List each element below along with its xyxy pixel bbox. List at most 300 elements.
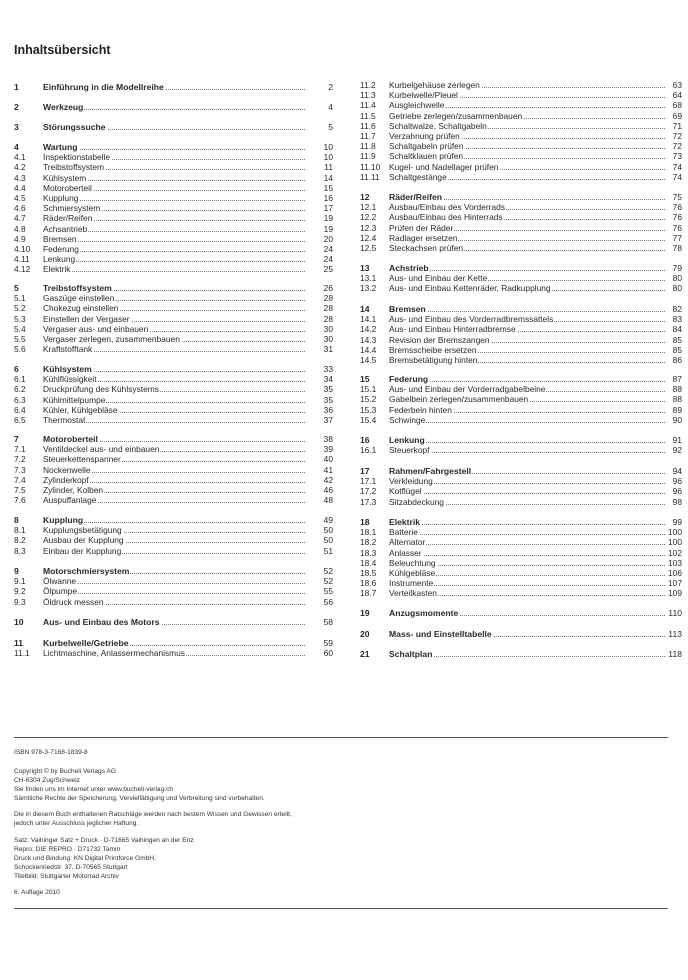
toc-page: 28 (323, 293, 333, 304)
toc-title: Einstellen der Vergaser (43, 313, 130, 324)
toc-title: Inspektionstabelle (43, 152, 111, 163)
toc-page: 20 (323, 233, 333, 244)
toc-number: 9.3 (14, 596, 26, 607)
imprint-line: jedoch unter Ausschluss jeglicher Haftung. (14, 820, 139, 827)
toc-title: Federung (43, 243, 79, 254)
imprint-line: CH-6304 Zug/Schweiz (14, 777, 80, 784)
toc-number: 4 (14, 142, 19, 152)
toc-page: 30 (323, 333, 333, 344)
toc-number: 7 (14, 434, 19, 444)
toc-number: 5 (14, 283, 19, 293)
toc-title: Kurbelwelle/Pleuel (389, 90, 458, 101)
toc-number: 3 (14, 122, 19, 132)
toc-number: 1 (14, 82, 19, 92)
toc-number: 19 (360, 608, 370, 618)
toc-number: 7.6 (14, 495, 26, 506)
toc-title: Druckprüfung des Kühlsystems (43, 384, 159, 395)
toc-number: 11.3 (360, 90, 376, 101)
toc-number: 12.4 (360, 232, 377, 243)
toc-page: 35 (323, 394, 333, 405)
toc-page: 100 (668, 537, 682, 548)
toc-number: 14.2 (360, 324, 377, 335)
toc-number: 18.6 (360, 578, 377, 589)
toc-number: 2 (14, 102, 19, 112)
toc-title: Gabelbein zerlegen/zusammenbauen (389, 394, 529, 405)
imprint-line: Titelbild: Stuttgarter Motorrad Archiv (14, 873, 119, 880)
toc-title: Kupplungsbetätigung (43, 525, 122, 536)
toc-page: 94 (672, 466, 682, 476)
leader-dots (43, 593, 305, 594)
toc-page: 77 (672, 232, 682, 243)
toc-page: 74 (672, 171, 682, 182)
toc-title: Kraftstofftank (43, 344, 93, 355)
toc-page: 14 (323, 172, 333, 183)
toc-page: 88 (672, 394, 682, 405)
toc-title: Aus- und Einbau Kettenräder, Radkupplung (389, 283, 551, 294)
toc-page: 85 (672, 344, 682, 355)
toc-title: Steuerkopf (389, 445, 430, 456)
divider (14, 908, 668, 909)
toc-title: Getriebe zerlegen/zusammenbauen (389, 110, 523, 121)
toc-title: Treibstoffsystem (43, 283, 112, 293)
toc-number: 11.7 (360, 130, 376, 141)
toc-number: 6.2 (14, 384, 26, 395)
toc-title: Lenkung (43, 254, 76, 265)
toc-page: 35 (323, 384, 333, 395)
toc-page: 17 (323, 203, 333, 214)
toc-page: 75 (672, 192, 682, 202)
toc-number: 12.5 (360, 242, 377, 253)
toc-number: 18.2 (360, 537, 377, 548)
toc-title: Kühlsystem (43, 364, 92, 374)
toc-page: 50 (323, 525, 333, 536)
toc-title: Thermostat (43, 414, 86, 425)
toc-number: 4.3 (14, 172, 26, 183)
toc-number: 7.1 (14, 444, 26, 455)
toc-page: 72 (672, 141, 682, 152)
toc-number: 15 (360, 374, 370, 384)
toc-number: 4.12 (14, 264, 31, 275)
toc-number: 4.9 (14, 233, 26, 244)
toc-number: 5.5 (14, 333, 26, 344)
imprint-line: Satz: Vaihinger Satz + Druck · D-71665 Vaihingen an der Enz (14, 837, 194, 844)
toc-number: 8.2 (14, 535, 26, 546)
toc-page: 103 (668, 557, 682, 568)
toc-title: Kurbelwelle/Getriebe (43, 638, 129, 648)
toc-number: 5.1 (14, 293, 26, 304)
toc-number: 11.8 (360, 141, 376, 152)
toc-page: 106 (668, 567, 682, 578)
toc-title: Verzahnung prüfen (389, 130, 460, 141)
toc-title: Steuerkettenspanner (43, 454, 121, 465)
toc-page: 86 (672, 354, 682, 365)
toc-number: 5.2 (14, 303, 26, 314)
toc-page: 46 (323, 484, 333, 495)
toc-title: Chokezug einstellen (43, 303, 119, 314)
toc-page: 63 (672, 80, 682, 90)
toc-title: Vergaser aus- und einbauen (43, 323, 149, 334)
toc-page: 90 (672, 414, 682, 425)
toc-number: 11.11 (360, 171, 380, 182)
toc-number: 15.4 (360, 414, 377, 425)
toc-number: 4.8 (14, 223, 26, 234)
leader-dots (389, 524, 665, 525)
toc-page: 83 (672, 314, 682, 325)
toc-page: 71 (672, 120, 682, 131)
toc-page: 60 (323, 648, 333, 659)
toc-title: Motoroberteil (43, 434, 98, 444)
toc-number: 16 (360, 435, 370, 445)
toc-page: 25 (323, 264, 333, 275)
toc-title: Zylinderkopf (43, 474, 89, 485)
toc-number: 16.1 (360, 445, 377, 456)
toc-title: Kühler, Kühlgebläse (43, 404, 118, 415)
toc-title: Ausgleichwelle (389, 100, 445, 111)
toc-title: Schaltklauen prüfen (389, 151, 464, 162)
toc-page: 76 (672, 202, 682, 213)
toc-title: Einführung in die Modellreihe (43, 82, 164, 92)
toc-number: 18.1 (360, 527, 377, 538)
toc-number: 4.6 (14, 203, 26, 214)
toc-number: 18.4 (360, 557, 377, 568)
leader-dots (43, 251, 305, 252)
toc-page: 59 (323, 638, 333, 648)
toc-title: Anlasser (389, 547, 422, 558)
toc-page: 40 (323, 454, 333, 465)
toc-page: 41 (323, 464, 333, 475)
imprint-line: Sie finden uns im Internet unter www.bucheli-verlag.ch (14, 786, 174, 793)
toc-number: 15.1 (360, 384, 377, 395)
imprint-line: Die in diesem Buch enthaltenen Ratschläge werden nach bestem Wissen und Gewissen erteilt, (14, 811, 292, 818)
toc-number: 4.5 (14, 192, 26, 203)
toc-page: 113 (668, 629, 682, 639)
leader-dots (389, 311, 665, 312)
toc-number: 17.1 (360, 476, 377, 487)
toc-page: 49 (323, 515, 333, 525)
leader-dots (389, 422, 665, 423)
toc-number: 11 (14, 638, 24, 648)
toc-title: Aus- und Einbau der Vorderradgabelbeine (389, 384, 546, 395)
toc-title: Elektrik (43, 264, 71, 275)
leader-dots (43, 583, 305, 584)
toc-number: 9.2 (14, 586, 26, 597)
toc-title: Prüfen der Räder (389, 222, 454, 233)
toc-title: Rahmen/Fahrgestell (389, 466, 472, 476)
leader-dots (43, 149, 305, 150)
toc-number: 18.7 (360, 588, 377, 599)
toc-number: 8.3 (14, 545, 26, 556)
toc-number: 10 (14, 617, 24, 627)
imprint-line: Sämtliche Rechte der Speicherung, Vervielfältigung und Verbreitung sind vorbehalten. (14, 795, 265, 802)
toc-page: 96 (672, 476, 682, 487)
toc-title: Zylinder, Kolben (43, 484, 104, 495)
toc-title: Mass- und Einstelltabelle (389, 629, 492, 639)
toc-number: 4.2 (14, 162, 26, 173)
toc-title: Kühlsystem (43, 172, 87, 183)
toc-page: 79 (672, 263, 682, 273)
toc-number: 5.4 (14, 323, 26, 334)
toc-page: 96 (672, 486, 682, 497)
toc-page: 2 (328, 82, 333, 92)
toc-page: 28 (323, 303, 333, 314)
toc-number: 18 (360, 517, 370, 527)
toc-page: 30 (323, 323, 333, 334)
toc-page: 33 (323, 364, 333, 374)
toc-number: 9 (14, 566, 19, 576)
leader-dots (389, 555, 665, 556)
toc-number: 18.3 (360, 547, 377, 558)
toc-page: 85 (672, 334, 682, 345)
toc-page: 31 (323, 344, 333, 355)
toc-number: 12 (360, 192, 370, 202)
toc-title: Aus- und Einbau des Motors (43, 617, 160, 627)
toc-title: Motoroberteil (43, 182, 92, 193)
toc-title: Revision der Bremszangen (389, 334, 490, 345)
toc-page: 24 (323, 243, 333, 254)
toc-page: 50 (323, 535, 333, 546)
toc-page: 36 (323, 404, 333, 415)
toc-title: Schaltwalze, Schaltgabeln (389, 120, 487, 131)
toc-page: 102 (668, 547, 682, 558)
toc-title: Anzugsmomente (389, 608, 459, 618)
toc-number: 6.4 (14, 404, 26, 415)
toc-title: Elektrik (389, 517, 421, 527)
toc-title: Kühlmittelpumpe (43, 394, 106, 405)
toc-page: 55 (323, 586, 333, 597)
toc-number: 7.5 (14, 484, 26, 495)
toc-page: 88 (672, 384, 682, 395)
imprint-line: ISBN 978-3-7168-1839-8 (14, 749, 88, 756)
toc-title: Verkleidung (389, 476, 433, 487)
imprint-line: Schockenriedstr. 37, D-70565 Stuttgart (14, 864, 128, 871)
toc-title: Auspuffanlage (43, 495, 97, 506)
toc-number: 4.11 (14, 254, 30, 265)
toc-page: 118 (668, 649, 682, 659)
toc-number: 7.2 (14, 454, 26, 465)
toc-page: 52 (323, 566, 333, 576)
toc-page: 5 (328, 122, 333, 132)
imprint-line: Repro: DIE REPRO · D71732 Tamm (14, 846, 121, 853)
toc-title: Bremsen (389, 304, 426, 314)
toc-page: 15 (323, 182, 333, 193)
toc-title: Werkzeug (43, 102, 84, 112)
toc-number: 8 (14, 515, 19, 525)
toc-page: 72 (672, 130, 682, 141)
toc-page: 76 (672, 212, 682, 223)
leader-dots (43, 241, 305, 242)
toc-number: 6 (14, 364, 19, 374)
toc-title: Ausbau/Einbau des Hinterrads (389, 212, 503, 223)
toc-page: 38 (323, 434, 333, 444)
toc-page: 98 (672, 496, 682, 507)
leader-dots (389, 544, 665, 545)
toc-number: 11.1 (14, 648, 30, 659)
toc-title: Aus- und Einbau der Kette (389, 273, 488, 284)
toc-number: 8.1 (14, 525, 26, 536)
toc-page: 28 (323, 313, 333, 324)
toc-number: 11.4 (360, 100, 376, 111)
toc-page: 56 (323, 596, 333, 607)
toc-number: 13.1 (360, 273, 377, 284)
toc-title: Kühlflüssigkeit (43, 374, 97, 385)
toc-title: Kotflügel (389, 486, 422, 497)
toc-title: Treibstoffsystem (43, 162, 104, 173)
toc-title: Federbein hinten (389, 404, 452, 415)
toc-page: 87 (672, 374, 682, 384)
toc-page: 76 (672, 222, 682, 233)
toc-page: 92 (672, 445, 682, 456)
toc-number: 15.2 (360, 394, 377, 405)
toc-title: Bremsen (43, 233, 77, 244)
toc-title: Achstrieb (389, 263, 429, 273)
toc-number: 6.1 (14, 374, 26, 385)
toc-page: 51 (323, 545, 333, 556)
toc-title: Beleuchtung (389, 557, 436, 568)
toc-number: 4.4 (14, 182, 26, 193)
toc-title: Schaltgestänge (389, 171, 447, 182)
toc-number: 12.2 (360, 212, 377, 223)
toc-title: Nockenwelle (43, 464, 91, 475)
toc-number: 5.3 (14, 313, 26, 324)
toc-title: Bremsscheibe ersetzen (389, 344, 477, 355)
toc-number: 9.1 (14, 576, 26, 587)
toc-page: 52 (323, 576, 333, 587)
toc-title: Einbau der Kupplung (43, 545, 122, 556)
toc-page: 58 (323, 617, 333, 627)
toc-number: 7.4 (14, 474, 26, 485)
toc-number: 17.3 (360, 496, 377, 507)
toc-title: Kühlgebläse (389, 567, 436, 578)
toc-number: 13 (360, 263, 370, 273)
toc-page: 99 (672, 517, 682, 527)
toc-number: 14.3 (360, 334, 377, 345)
toc-title: Aus- und Einbau des Vorderradbremssattels (389, 314, 554, 325)
imprint-line: 6. Auflage 2010 (14, 889, 60, 896)
toc-number: 7.3 (14, 464, 26, 475)
toc-title: Wartung (43, 142, 78, 152)
toc-page: 34 (323, 374, 333, 385)
toc-number: 11.2 (360, 80, 376, 90)
toc-title: Lichtmaschine, Anlassermechanismus (43, 648, 185, 659)
leader-dots (43, 271, 305, 272)
toc-page: 82 (672, 304, 682, 314)
toc-page: 78 (672, 242, 682, 253)
toc-page: 42 (323, 474, 333, 485)
toc-page: 24 (323, 254, 333, 265)
page-title: Inhaltsübersicht (14, 43, 111, 57)
toc-page: 37 (323, 414, 333, 425)
toc-page: 69 (672, 110, 682, 121)
toc-page: 26 (323, 283, 333, 293)
toc-number: 14.1 (360, 314, 377, 325)
leader-dots (43, 261, 305, 262)
toc-page: 107 (668, 578, 682, 589)
toc-page: 4 (328, 102, 333, 112)
toc-page: 84 (672, 324, 682, 335)
toc-title: Öldruck messen (43, 596, 104, 607)
toc-page: 68 (672, 100, 682, 111)
leader-dots (43, 200, 305, 201)
toc-number: 5.6 (14, 344, 26, 355)
toc-number: 14.5 (360, 354, 377, 365)
toc-number: 17.2 (360, 486, 377, 497)
toc-title: Vergaser zerlegen, zusammenbauen (43, 333, 180, 344)
toc-title: Ölpumpe (43, 586, 77, 597)
toc-title: Batterie (389, 527, 418, 538)
toc-title: Instrumente (389, 578, 434, 589)
toc-number: 17 (360, 466, 370, 476)
toc-page: 19 (323, 223, 333, 234)
toc-title: Gaszüge einstellen (43, 293, 115, 304)
toc-page: 109 (668, 588, 682, 599)
toc-page: 64 (672, 90, 682, 101)
toc-title: Schaltgabeln prüfen (389, 141, 464, 152)
toc-page: 19 (323, 213, 333, 224)
imprint-line: Druck und Bindung: KN Digital Printforce GmbH, (14, 855, 156, 862)
leader-dots (389, 534, 665, 535)
toc-title: Sitzabdeckung (389, 496, 444, 507)
toc-title: Bremsbetätigung hinten (389, 354, 478, 365)
toc-number: 4.7 (14, 213, 26, 224)
leader-dots (389, 442, 665, 443)
toc-number: 4.1 (14, 152, 26, 163)
toc-number: 11.6 (360, 120, 376, 131)
toc-page: 73 (672, 151, 682, 162)
leader-dots (389, 381, 665, 382)
imprint-line: Copyright © by Bucheli Verlags AG (14, 768, 116, 775)
toc-page: 89 (672, 404, 682, 415)
toc-number: 21 (360, 649, 370, 659)
toc-page: 91 (672, 435, 682, 445)
toc-title: Räder/Reifen (389, 192, 443, 202)
toc-title: Schmiersystem (43, 203, 101, 214)
toc-number: 11.5 (360, 110, 376, 121)
toc-page: 11 (324, 162, 333, 173)
toc-title: Steckachsen prüfen (389, 242, 464, 253)
toc-number: 13.2 (360, 283, 377, 294)
divider (14, 737, 668, 738)
toc-page: 10 (323, 152, 333, 163)
toc-number: 6.5 (14, 414, 26, 425)
toc-page: 80 (672, 283, 682, 294)
toc-number: 14 (360, 304, 370, 314)
toc-number: 11.10 (360, 161, 381, 172)
toc-title: Radlager ersetzen (389, 232, 458, 243)
toc-page: 100 (668, 527, 682, 538)
toc-title: Aus- und Einbau Hinterradbremse (389, 324, 516, 335)
toc-title: Ölwanne (43, 576, 77, 587)
toc-title: Schwinge (389, 414, 426, 425)
toc-number: 14.4 (360, 344, 377, 355)
toc-page: 110 (668, 608, 682, 618)
toc-page: 10 (323, 142, 333, 152)
toc-title: Kupplung (43, 515, 84, 525)
toc-title: Verteilkasten (389, 588, 437, 599)
toc-number: 20 (360, 629, 370, 639)
toc-number: 18.5 (360, 567, 377, 578)
toc-title: Lenkung (389, 435, 425, 445)
toc-title: Störungssuche (43, 122, 106, 132)
toc-number: 11.9 (360, 151, 376, 162)
toc-page: 80 (672, 273, 682, 284)
toc-number: 12.1 (360, 202, 377, 213)
toc-title: Ventildeckel aus- und einbauen (43, 444, 160, 455)
toc-number: 15.3 (360, 404, 377, 415)
toc-title: Achsantrieb (43, 223, 88, 234)
toc-page: 39 (323, 444, 333, 455)
toc-number: 4.10 (14, 243, 31, 254)
toc-number: 6.3 (14, 394, 26, 405)
